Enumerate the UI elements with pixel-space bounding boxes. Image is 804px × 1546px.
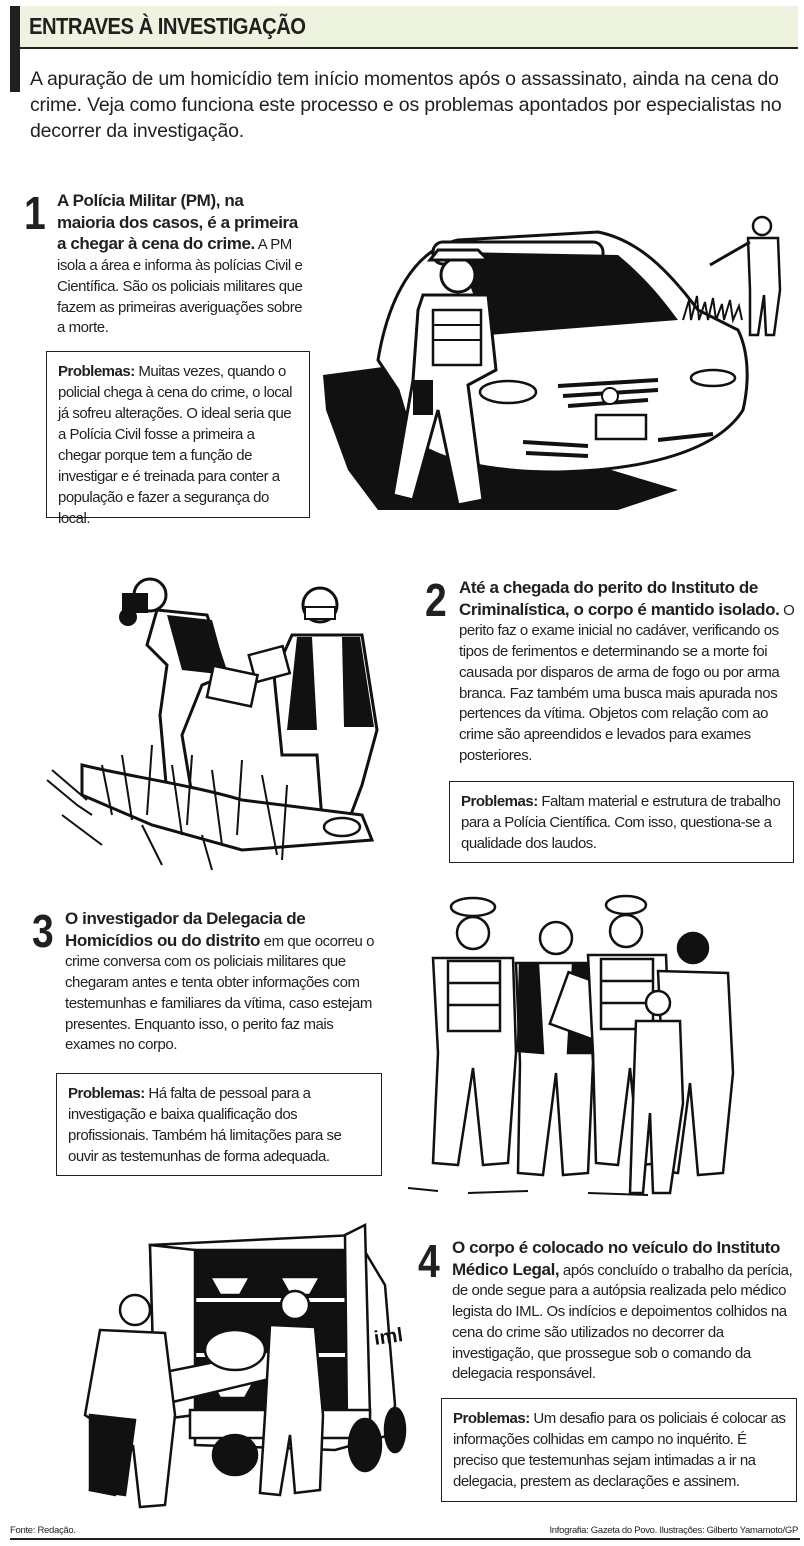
page-title: ENTRAVES À INVESTIGAÇÃO <box>29 13 306 39</box>
step-number-2: 2 <box>425 574 447 626</box>
header-accent-bar <box>10 6 20 92</box>
problems-text: Muitas vezes, quando o policial chega à cena do crime, o local já sofreu alterações. O ideal seria que a Polícia Civil fosse a primeira a chegar porque tem a função de investigar e é treinada para conter a população e fazer a segurança do local. <box>58 363 292 527</box>
problems-text: Há falta de pessoal para a investigação e baixa qualificação dos profissionais. Também há limitações para se ouvir as testemunhas de forma adequada. <box>68 1085 342 1165</box>
step-2-lead: Até a chegada do perito do Instituto de Criminalística, o corpo é mantido isolado. <box>459 578 780 619</box>
source-credit: Fonte: Redação. <box>10 1525 76 1536</box>
step-2-text <box>459 578 804 766</box>
witness-interview-illustration <box>408 893 738 1198</box>
police-car-illustration <box>318 210 800 510</box>
step-4-text <box>452 1238 797 1385</box>
step-4-problems-box <box>441 1398 797 1502</box>
step-3-lead: O investigador da Delegacia de Homicídios ou do distrito <box>65 909 306 950</box>
step-number-1: 1 <box>24 187 46 239</box>
problems-text: Um desafio para os policiais é colocar as informações colhidas em campo no inquérito. É preciso que testemunhas sejam intimadas a ir na delegacia, prestem as declarações e assinem. <box>453 1410 786 1490</box>
step-1-body: A PM isola a área e informa às polícias Civil e Científica. São os policiais militares que fazem as primeiras averiguações sobre a morte. <box>57 236 303 337</box>
problems-label: Problemas: <box>68 1085 145 1102</box>
step-4-lead: O corpo é colocado no veículo do Instituto Médico Legal, <box>452 1238 780 1279</box>
step-3-text <box>65 909 385 1056</box>
step-1-lead: A Polícia Militar (PM), na maioria dos casos, é a primeira a chegar à cena do crime. <box>57 191 298 254</box>
infographic-credits: Infografia: Gazeta do Povo. Ilustrações: Gilberto Yamamoto/GP <box>549 1525 798 1536</box>
footer-rule <box>10 1538 800 1540</box>
step-2-problems-box <box>449 781 794 863</box>
problems-label: Problemas: <box>58 363 135 380</box>
step-number-3: 3 <box>32 905 54 957</box>
step-3-body: em que ocorreu o crime conversa com os policiais militares que chegaram antes e tenta obter informações com testemunhas e familiares da vítima, caso estejam presentes. Enquanto isso, o perito faz mais exames no corpo. <box>65 932 375 1054</box>
svg-text:Gilbert: Gilbert <box>340 386 378 401</box>
forensic-experts-illustration <box>42 555 422 875</box>
problems-text: Faltam material e estrutura de trabalho para a Polícia Científica. Com isso, questiona-se a qualidade dos laudos. <box>461 793 781 852</box>
problems-label: Problemas: <box>461 793 538 810</box>
step-1-problems-box <box>46 351 310 527</box>
step-number-4: 4 <box>418 1235 440 1287</box>
step-4-body: após concluído o trabalho da perícia, de onde segue para a autópsia realizada pelo médico legista do IML. Os indícios e depoimentos colhidos na cena do crime são utilizados no decorrer da investigação, que prossegue sob o comando da delegacia responsável. <box>452 1261 793 1383</box>
problems-label: Problemas: <box>453 1410 530 1427</box>
iml-van-illustration <box>55 1215 415 1515</box>
van-label: iml <box>372 1324 405 1350</box>
step-1-text <box>57 191 305 339</box>
step-2-body: O perito faz o exame inicial no cadáver, verificando os tipos de ferimentos e determinando se a morte foi causada por disparos de arma de fogo ou por arma branca. Faz também uma busca mais apurada nos pertences da vítima. Objetos com relação com ao crime são apreendidos e levados para exames posteriores. <box>459 601 795 764</box>
intro-paragraph: A apuração de um homicídio tem início momentos após o assassinato, ainda na cena do crime. Veja como funciona este processo e os problemas apontados por especialistas no decorrer da investigação. <box>30 68 782 142</box>
step-3-problems-box <box>56 1073 382 1176</box>
